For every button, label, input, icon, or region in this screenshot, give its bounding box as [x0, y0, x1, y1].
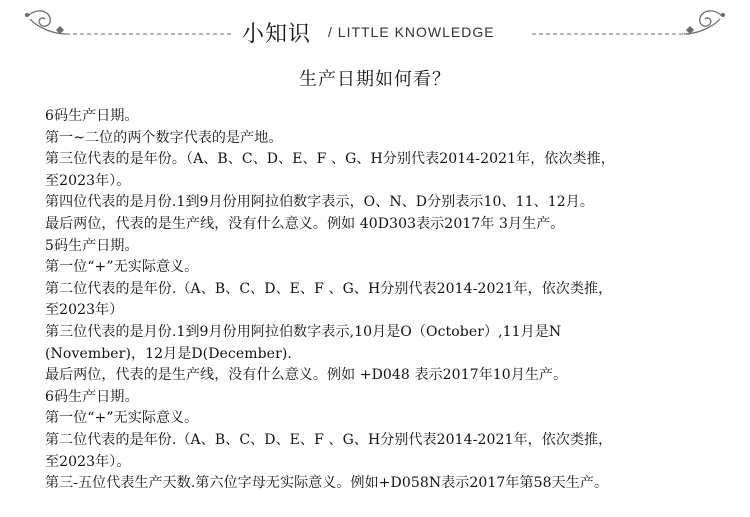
- right-flourish-icon: [684, 11, 725, 34]
- body-line: 至2023年）。: [45, 453, 131, 470]
- body-line: 最后两位，代表的是生产线，没有什么意义。例如 40D303表示2017年 3月生产。: [45, 215, 565, 232]
- body-line: 6码生产日期。: [45, 388, 139, 405]
- body-line: 6码生产日期。: [45, 108, 139, 124]
- page-header: [0, 0, 750, 62]
- body-line: 第一~二位的两个数字代表的是产地。: [45, 129, 283, 146]
- body-line: 第三-五位代表生产天数.第六位字母无实际意义。例如+D058N表示2017年第58天生产。: [45, 475, 609, 492]
- body-line: 5码生产日期。: [45, 237, 139, 254]
- body-line: 至2023年）: [45, 302, 124, 319]
- body-line: 最后两位，代表的是生产线，没有什么意义。例如 +D048 表示2017年10月生产。: [45, 367, 568, 384]
- body-line: 第四位代表的是月份.1到9月份用阿拉伯数字表示，O、N、D分别表示10、11、12月。: [45, 194, 594, 211]
- body-line: (November)，12月是D(December).: [45, 345, 292, 362]
- section-title: 小知识: [242, 22, 312, 47]
- body-line: 第三位代表的是年份。（A、B、C、D、E、F 、G、H分别代表2014-2021年，依次类推，: [45, 151, 615, 168]
- body-line: 至2023年）。: [45, 172, 131, 189]
- body-line: 第三位代表的是月份.1到9月份用阿拉伯数字表示,10月是O（October）,11月是N: [45, 323, 562, 340]
- body-line: 第一位“+”无实际意义。: [45, 410, 199, 427]
- article-body: [45, 106, 735, 495]
- body-line: 第二位代表的是年份.（A、B、C、D、E、F 、G、H分别代表2014-2021年，依次类推，: [45, 280, 613, 297]
- article-heading: 生产日期如何看？: [299, 69, 451, 90]
- left-flourish-icon: [25, 11, 66, 34]
- body-line: 第一位“+”无实际意义。: [45, 259, 199, 276]
- body-line: 第二位代表的是年份.（A、B、C、D、E、F 、G、H分别代表2014-2021年，依次类推，: [45, 431, 613, 448]
- section-title-english: / LITTLE KNOWLEDGE: [328, 24, 495, 40]
